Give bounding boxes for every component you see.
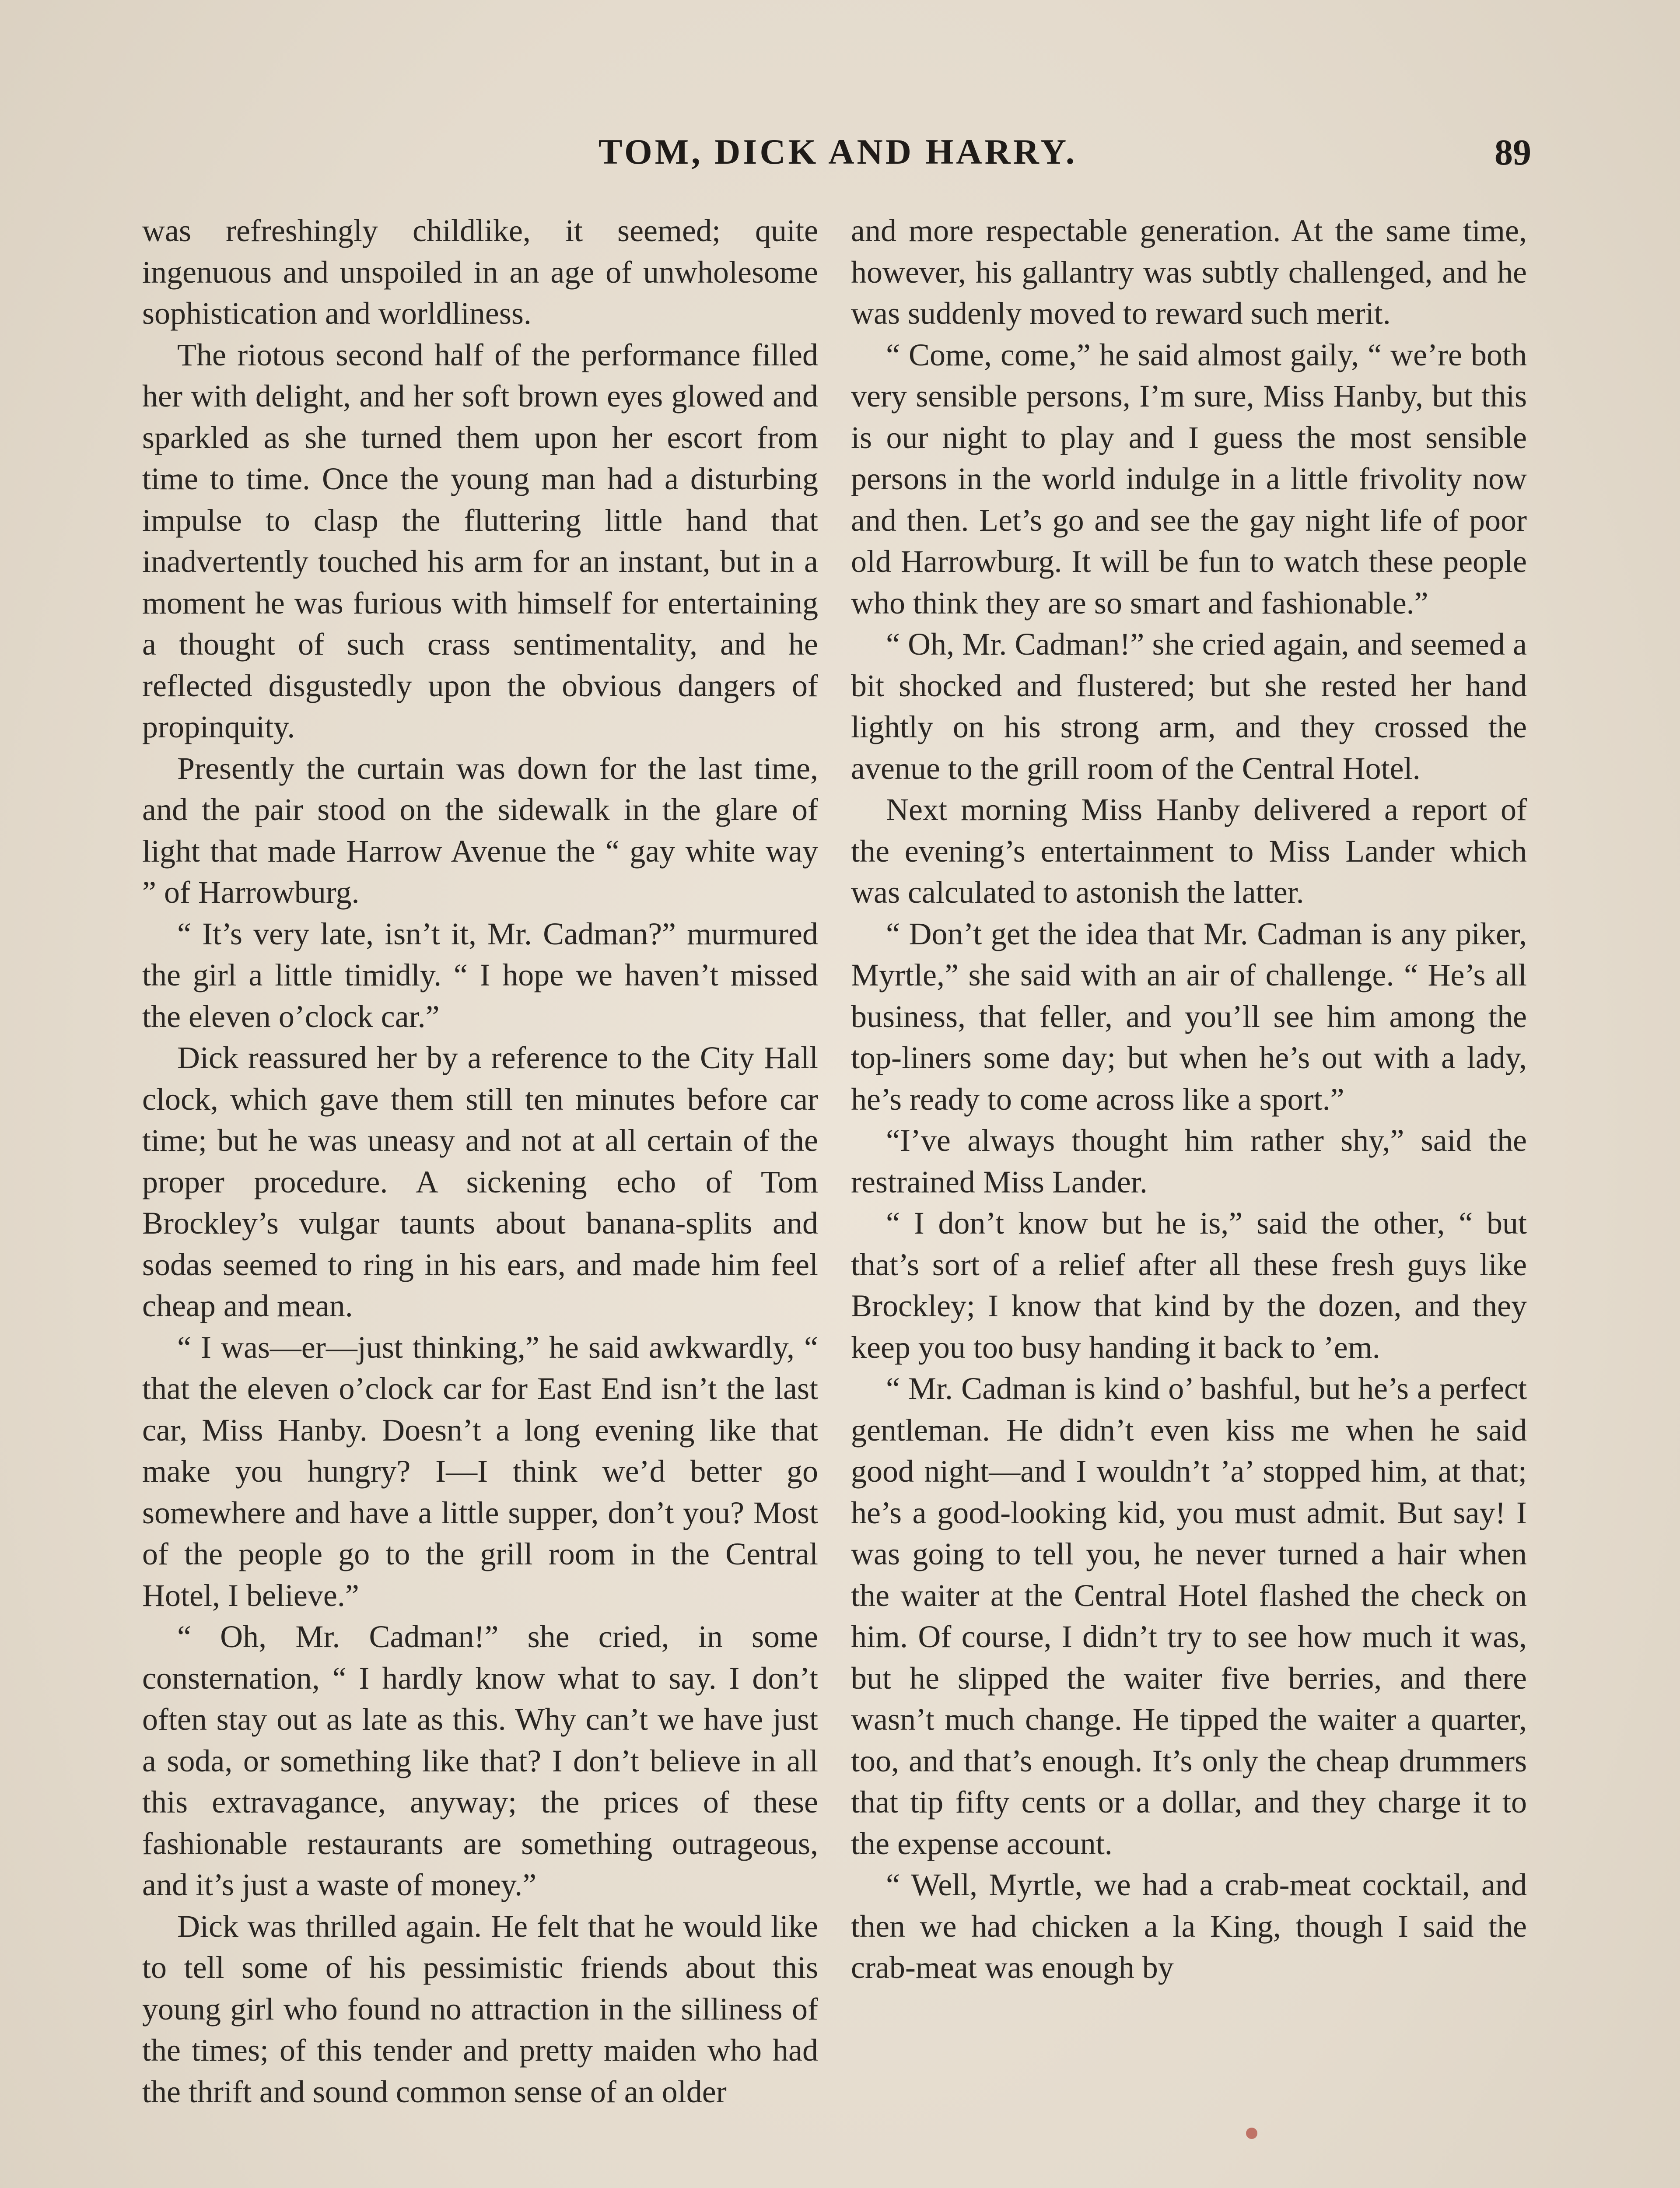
paragraph: and more respectable generation. At the same time, however, his gallantry was subtly challenged, and he was suddenly moved to reward such merit. <box>851 213 1527 331</box>
paper-stain <box>1246 2128 1257 2139</box>
paragraph: Dick was thrilled again. He felt that he would like to tell some of his pessimistic friends about this young girl who found no attraction in the silliness of the times; of this tender and pretty maiden who had the thrift and sound common sense of an older <box>142 1908 818 2109</box>
paragraph: Presently the curtain was down for the last time, and the pair stood on the sidewalk in the glare of light that made Harrow Avenue the “ gay white way ” of Harrowburg. <box>142 750 818 910</box>
paragraph: “ Come, come,” he said almost gaily, “ we’re both very sensible persons, I’m sure, Miss Hanby, but this is our night to play and I guess the most sensible persons in the world indulge in a little frivolity now and then. Let’s go and see the gay night life of poor old Harrowburg. It will be fun to watch these people who think they are so smart and fashionable.” <box>851 337 1527 621</box>
paragraph: “ Well, Myrtle, we had a crab-meat cocktail, and then we had chicken a la King, though I said the crab-meat was enough by <box>851 1867 1527 1985</box>
paragraph: “ I don’t know but he is,” said the other, “ but that’s sort of a relief after all these fresh guys like Brockley; I know that kind by the dozen, and they keep you too busy handing it back to ’em. <box>851 1206 1527 1365</box>
paragraph: The riotous second half of the performance filled her with delight, and her soft brown eyes glowed and sparkled as she turned them upon her escort from time to time. Once the young man had a disturbing impulse to clasp the fluttering little hand that inadvertently touched his arm for an instant, but in a moment he was furious with himself for entertaining a thought of such crass sentimentality, and he reflected disgustedly upon the obvious dangers of propinquity. <box>142 337 818 744</box>
paragraph: “ Don’t get the idea that Mr. Cadman is any piker, Myrtle,” she said with an air of challenge. “ He’s all business, that feller, and you’ll see him among the top-liners some day; but when he’s out with a lady, he’s ready to come across like a sport.” <box>851 916 1527 1117</box>
paragraph: Dick reassured her by a reference to the City Hall clock, which gave them still ten minutes before car time; but he was uneasy and not at all certain of the proper procedure. A sickening echo of Tom Brockley’s vulgar taunts about banana-splits and sodas seemed to ring in his ears, and made him feel cheap and mean. <box>142 1040 818 1323</box>
paragraph: “ I was—er—just thinking,” he said awkwardly, “ that the eleven o’clock car for East End isn’t the last car, Miss Hanby. Doesn’t a long evening like that make you hungry? I—I think we’d better go somewhere and have a little supper, don’t you? Most of the people go to the grill room in the Central Hotel, I believe.” <box>142 1329 818 1613</box>
left-column <box>142 210 818 2188</box>
paragraph: “ Oh, Mr. Cadman!” she cried again, and seemed a bit shocked and flustered; but she rested her hand lightly on his strong arm, and they crossed the avenue to the grill room of the Central Hotel. <box>851 627 1527 786</box>
page-number: 89 <box>1494 132 1531 173</box>
running-title: TOM, DICK AND HARRY. <box>598 132 1078 172</box>
paragraph: “ Mr. Cadman is kind o’ bashful, but he’s a perfect gentleman. He didn’t even kiss me when he said good night—and I wouldn’t ’a’ stopped him, at that; he’s a good-looking kid, you must admit. But say! I was going to tell you, he never turned a hair when the waiter at the Central Hotel flashed the check on him. Of course, I didn’t try to see how much it was, but he slipped the waiter five berries, and there wasn’t much change. He tipped the waiter a quarter, too, and that’s enough. It’s only the cheap drummers that tip fifty cents or a dollar, and they charge it to the expense account. <box>851 1371 1527 1861</box>
right-column <box>851 210 1527 2188</box>
paragraph: was refreshingly childlike, it seemed; quite ingenuous and unspoiled in an age of unwholesome sophistication and worldliness. <box>142 213 818 331</box>
paragraph: “ Oh, Mr. Cadman!” she cried, in some consternation, “ I hardly know what to say. I don’t often stay out as late as this. Why can’t we have just a soda, or something like that? I don’t believe in all this extravagance, anyway; the prices of these fashionable restaurants are something outrageous, and it’s just a waste of money.” <box>142 1619 818 1902</box>
paragraph: “ It’s very late, isn’t it, Mr. Cadman?” murmured the girl a little timidly. “ I hope we haven’t missed the eleven o’clock car.” <box>142 916 818 1034</box>
page-header <box>144 131 1531 184</box>
paragraph: Next morning Miss Hanby delivered a report of the evening’s entertainment to Miss Lander which was calculated to astonish the latter. <box>851 792 1527 910</box>
paragraph: “I’ve always thought him rather shy,” said the restrained Miss Lander. <box>851 1123 1527 1199</box>
